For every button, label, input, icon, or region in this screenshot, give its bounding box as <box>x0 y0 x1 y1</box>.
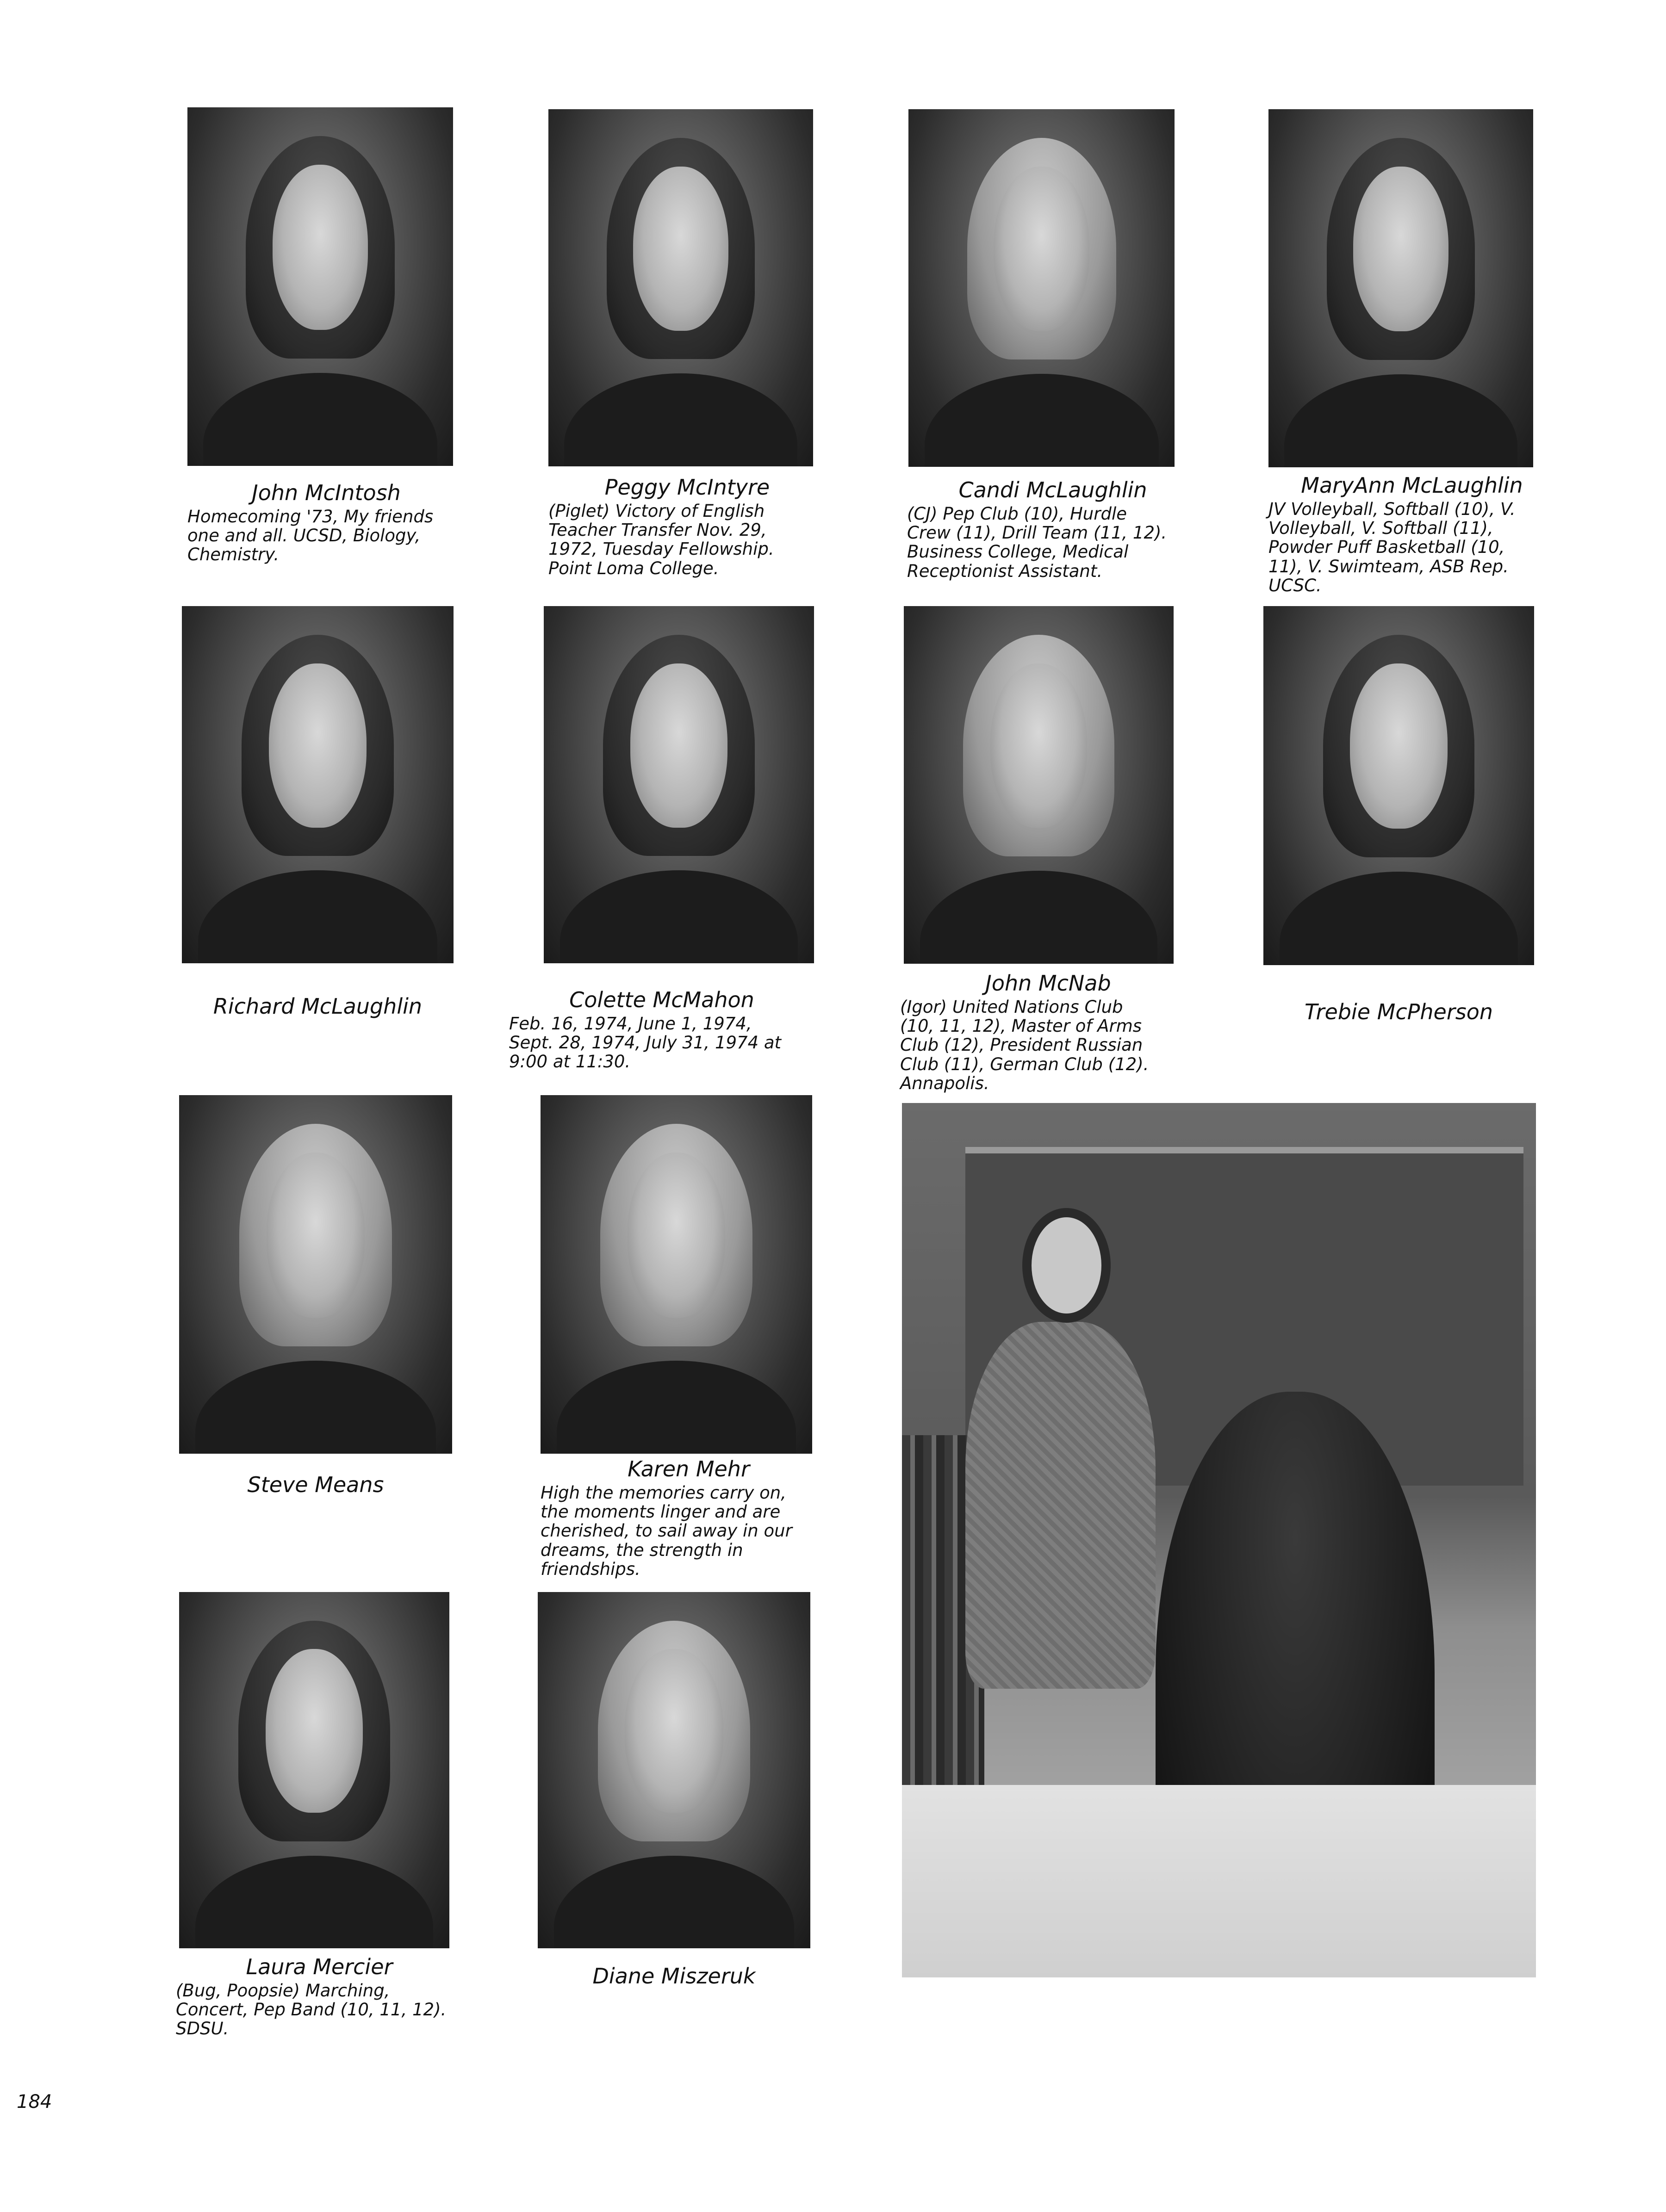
caption-maryann-mclaughlin <box>1268 474 1555 595</box>
portrait-richard-mclaughlin <box>182 606 454 963</box>
portrait-john-mcnab <box>904 606 1174 964</box>
student-desc: JV Volleyball, Softball (10), V. Volleyball, V. Softball (11), Powder Puff Basketball (10, 11), V. Swimteam, ASB Rep. UCSC. <box>1268 499 1516 596</box>
student-desc: (Bug, Poopsie) Marching, Concert, Pep Band (10, 11, 12). SDSU. <box>176 1980 447 2039</box>
portrait-laura-mercier <box>179 1592 449 1948</box>
portrait-trebie-mcpherson <box>1263 606 1534 965</box>
student-name: MaryAnn McLaughlin <box>1301 473 1523 498</box>
portrait-candi-mclaughlin <box>908 109 1175 467</box>
portrait-karen-mehr <box>541 1095 812 1454</box>
caption-john-mcnab <box>900 972 1196 1093</box>
portrait-peggy-mcintyre <box>548 109 813 466</box>
page-number: 184 <box>17 2091 52 2113</box>
classroom-candid-photo <box>902 1103 1536 1977</box>
student-name: Peggy McIntyre <box>604 475 770 500</box>
caption-diane-miszeruk: Diane Miszeruk <box>592 1964 756 1989</box>
student-desc: Homecoming '73, My friends one and all. UCSD, Biology, Chemistry. <box>187 506 434 565</box>
student-desc: (CJ) Pep Club (10), Hurdle Crew (11), Drill Team (11, 12). Business College, Medical Receptionist Assistant. <box>907 503 1167 581</box>
student-name: John McIntosh <box>252 480 401 505</box>
student-name: Candi McLaughlin <box>958 477 1147 502</box>
caption-trebie-mcpherson: Trebie McPherson <box>1305 999 1493 1024</box>
portrait-steve-means <box>179 1095 452 1454</box>
caption-john-mcintosh <box>187 481 465 564</box>
student-name: Colette McMahon <box>569 987 754 1012</box>
student-desc: Feb. 16, 1974, June 1, 1974, Sept. 28, 1974, July 31, 1974 at 9:00 at 11:30. <box>509 1013 782 1072</box>
student-desc: (Piglet) Victory of English Teacher Transfer Nov. 29, 1972, Tuesday Fellowship. Point Loma College. <box>548 501 774 578</box>
caption-colette-mcmahon <box>509 988 814 1072</box>
student-name: Karen Mehr <box>628 1456 750 1481</box>
caption-candi-mclaughlin <box>907 478 1199 581</box>
portrait-diane-miszeruk <box>538 1592 810 1948</box>
student-desc: High the memories carry on, the moments linger and are cherished, to sail away in our dreams, the strength in friendships. <box>541 1482 792 1580</box>
caption-laura-mercier <box>176 1955 463 2039</box>
portrait-colette-mcmahon <box>544 606 814 963</box>
caption-steve-means: Steve Means <box>247 1472 384 1497</box>
portrait-john-mcintosh <box>187 107 453 466</box>
caption-peggy-mcintyre <box>548 476 826 578</box>
portrait-maryann-mclaughlin <box>1268 109 1533 467</box>
caption-karen-mehr <box>541 1457 837 1579</box>
caption-richard-mclaughlin: Richard McLaughlin <box>213 994 423 1019</box>
student-name: Laura Mercier <box>246 1954 393 1979</box>
student-name: John McNab <box>985 971 1111 996</box>
student-desc: (Igor) United Nations Club (10, 11, 12), Master of Arms Club (12), President Russian Club (11), German Club (12). Annapolis. <box>900 997 1149 1094</box>
